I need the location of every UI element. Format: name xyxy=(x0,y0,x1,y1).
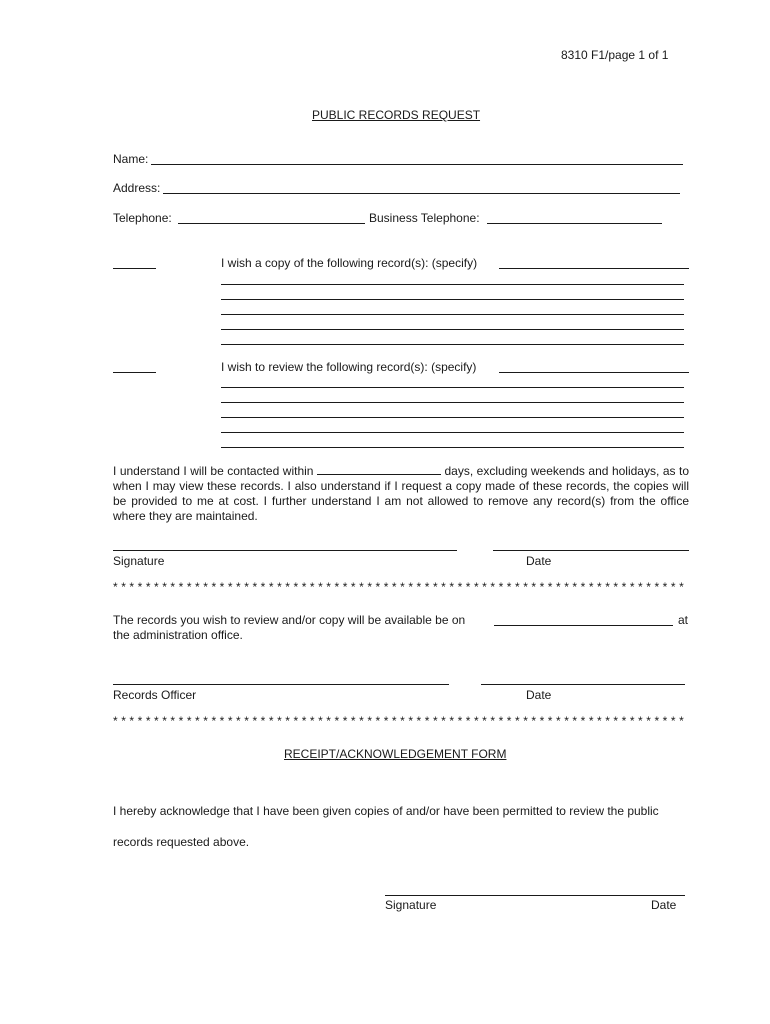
review-spec-line[interactable] xyxy=(221,447,684,448)
copy-spec-line[interactable] xyxy=(221,314,684,315)
availability-at: at xyxy=(678,613,689,627)
address-label: Address: xyxy=(113,181,161,195)
availability-location: the administration office. xyxy=(113,628,243,642)
copy-spec-line[interactable] xyxy=(221,344,684,345)
review-spec-field[interactable] xyxy=(499,372,689,373)
records-officer-date-label: Date xyxy=(526,688,552,702)
copy-checkbox-line[interactable] xyxy=(113,268,156,269)
receipt-statement-line2: records requested above. xyxy=(113,835,250,849)
receipt-signature-line[interactable] xyxy=(385,895,685,896)
receipt-date-label: Date xyxy=(651,898,677,912)
records-officer-line[interactable] xyxy=(113,684,449,685)
copy-spec-line[interactable] xyxy=(221,284,684,285)
receipt-statement-line1: I hereby acknowledge that I have been given copies of and/or have been permitted to review the public xyxy=(113,804,659,818)
requester-signature-line[interactable] xyxy=(113,550,457,551)
page-reference: 8310 F1/page 1 of 1 xyxy=(561,48,669,62)
understanding-text-start: I understand I will be contacted within xyxy=(113,464,314,478)
requester-date-line[interactable] xyxy=(493,550,689,551)
records-officer-date-line[interactable] xyxy=(481,684,685,685)
business-telephone-field[interactable] xyxy=(487,223,662,224)
understanding-paragraph xyxy=(113,464,689,524)
review-spec-line[interactable] xyxy=(221,432,684,433)
business-telephone-label: Business Telephone: xyxy=(369,211,480,225)
contact-days-field[interactable] xyxy=(317,464,441,475)
telephone-label: Telephone: xyxy=(113,211,172,225)
review-spec-line[interactable] xyxy=(221,417,684,418)
receipt-signature-label: Signature xyxy=(385,898,437,912)
review-request-label: I wish to review the following record(s): (specify) xyxy=(221,360,477,374)
review-checkbox-line[interactable] xyxy=(113,372,156,373)
requester-signature-label: Signature xyxy=(113,554,165,568)
name-label: Name: xyxy=(113,152,149,166)
separator: * * * * * * * * * * * * * * * * * * * * * * * * * * * * * * * * * * * * * * * * * * * * * * * * * * * * * * * * * * * * * * * * * * * * * * xyxy=(113,580,684,594)
records-officer-label: Records Officer xyxy=(113,688,197,702)
receipt-title: RECEIPT/ACKNOWLEDGEMENT FORM xyxy=(284,747,507,761)
copy-request-label: I wish a copy of the following record(s): (specify) xyxy=(221,256,478,270)
requester-date-label: Date xyxy=(526,554,552,568)
availability-date-field[interactable] xyxy=(494,625,673,626)
name-field[interactable] xyxy=(151,164,683,165)
separator: * * * * * * * * * * * * * * * * * * * * * * * * * * * * * * * * * * * * * * * * * * * * * * * * * * * * * * * * * * * * * * * * * * * * * * xyxy=(113,714,684,728)
copy-spec-field[interactable] xyxy=(499,268,689,269)
review-spec-line[interactable] xyxy=(221,402,684,403)
availability-text: The records you wish to review and/or copy will be available be on xyxy=(113,613,466,627)
understanding-text-end: days, excluding weekends and holidays, as to when I may view these records. I also understand if I request a copy made of these records, the copies will be provided to me at cost. I further understand I am not allowed to remove any record(s) from the office where they are maintained. xyxy=(113,464,689,523)
review-spec-line[interactable] xyxy=(221,387,684,388)
copy-spec-line[interactable] xyxy=(221,299,684,300)
copy-spec-line[interactable] xyxy=(221,329,684,330)
address-field[interactable] xyxy=(163,193,680,194)
telephone-field[interactable] xyxy=(178,223,365,224)
form-title: PUBLIC RECORDS REQUEST xyxy=(312,108,481,122)
